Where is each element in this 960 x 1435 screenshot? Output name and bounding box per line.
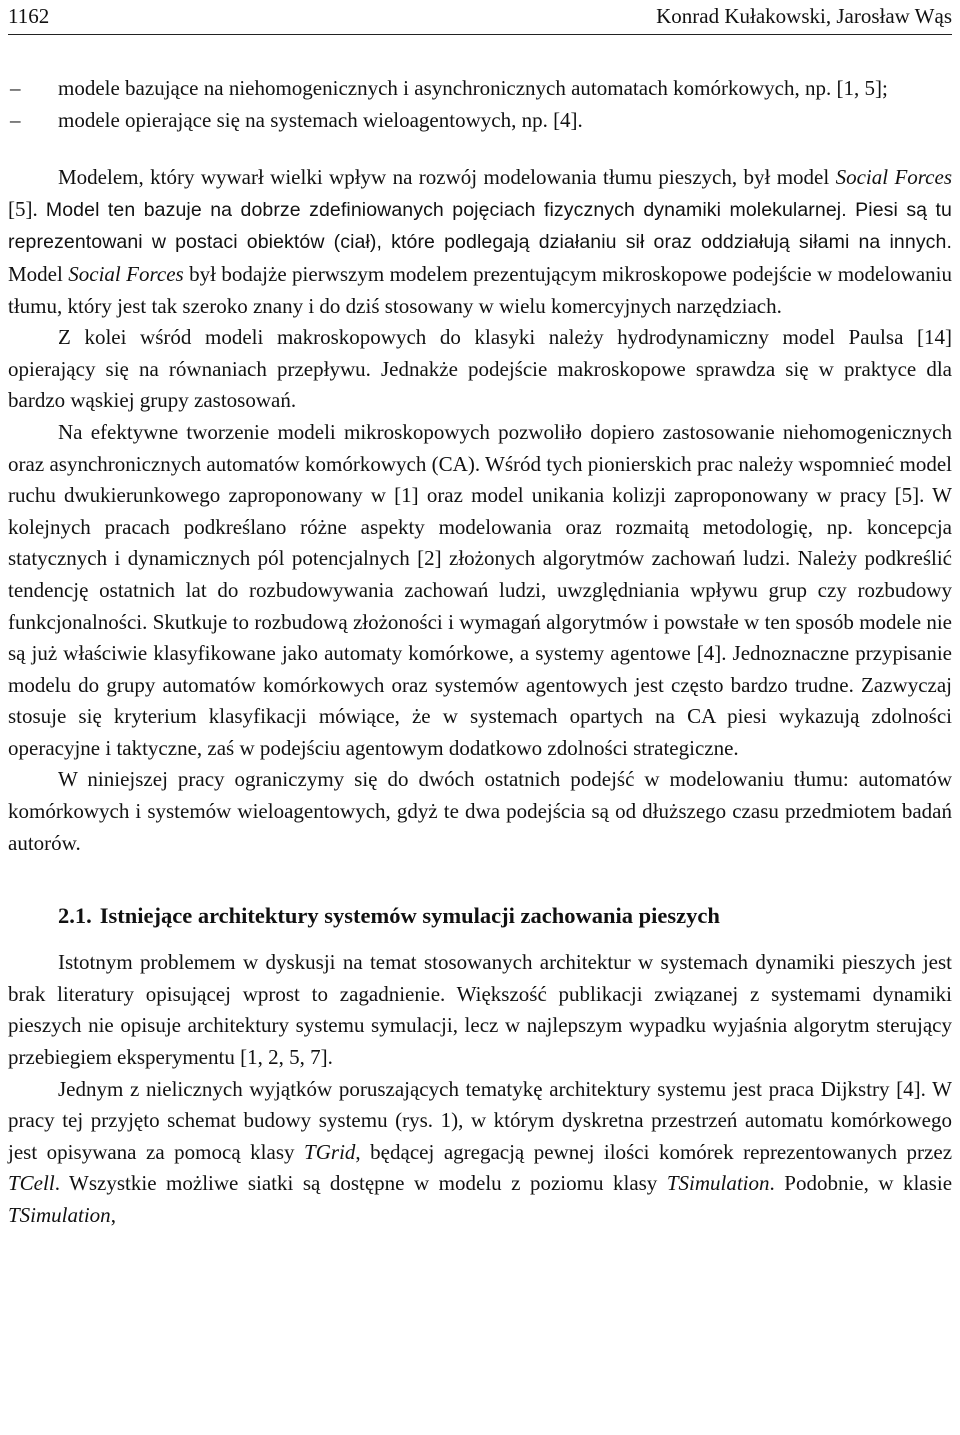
- list-item: [8, 73, 952, 105]
- italic-term: TGrid: [304, 1139, 356, 1164]
- paragraph-social-forces: [8, 162, 952, 322]
- section-heading: [8, 901, 952, 931]
- text-run: , będącej agregacją pewnej ilości komórek reprezentowanych przez: [355, 1139, 953, 1164]
- text-run: Jednym z nielicznych wyjątków poruszających tematykę architektury systemu jest praca Dijkstry [4]. W pracy tej przyjęto schemat budowy systemu (rys. 1), w którym dyskretna przestrzeń automatu komórkowego jest opisywana za pomocą klasy: [8, 1076, 952, 1164]
- text-run: był bodajże pierwszym modelem prezentującym mikroskopowe podejście w modelowaniu tłumu, który jest tak szeroko znany i do dziś stosowany w wielu komercyjnych narzędziach.: [8, 261, 953, 318]
- text-run: Model: [8, 261, 69, 286]
- text-run: Modelem, który wywarł wielki wpływ na rozwój modelowania tłumu pieszych, był model: [58, 165, 836, 190]
- list-item: [8, 105, 952, 137]
- paragraph-macroscopic: Z kolei wśród modeli makroskopowych do klasyki należy hydrodynamiczny model Paulsa [14] opierający się na równaniach przepływu. Jednakże podejście makroskopowe sprawdza się w praktyce dla bardzo wąskiej grupy zastosowań.: [8, 325, 952, 413]
- italic-term: TCell: [8, 1171, 55, 1196]
- paragraph-cellular-automata: Na efektywne tworzenie modeli mikroskopowych pozwoliło dopiero zastosowanie niehomogenicznych oraz asynchronicznych automatów komórkowych (CA). Wśród tych pionierskich prac należy wspomnieć model ruchu dwukierunkowego zaproponowany w [1] oraz model unikania kolizji zaproponowany w pracy [5]. W kolejnych pracach podkreślano różne aspekty modelowania oraz rozmaitą metodologię, np. koncepcja statycznych i dynamicznych pól potencjalnych [2] złożonych algorytmów zachowań ludzi. Należy podkreślić tendencję ostatnich lat do rozbudowywania zachowań ludzi, uwzględniania wpływu grup czy rozbudowy funkcjonalności. Skutkuje to rozbudową złożoności i wymagań algorytmów i powstałe w ten sposób modele nie są już właściwie klasyfikowane jako automaty komórkowe, a systemy agentowe [4]. Jednoznaczne przypisanie modelu do grupy automatów komórkowych oraz systemów agentowych jest często bardzo trudne. Zazwyczaj stosuje się kryterium klasyfikacji mówiące, że w systemach opartych na CA piesi wykazują zdolności operacyjne i taktyczne, zaś w podejściu agentowym dodatkowo zdolności strategiczne.: [8, 419, 952, 760]
- text-run: [5].: [8, 196, 46, 221]
- model-list: [8, 73, 952, 136]
- section-number: 2.1.: [58, 903, 92, 929]
- paragraph-scope: W niniejszej pracy ograniczymy się do dwóch ostatnich podejść w modelowaniu tłumu: automatów komórkowych i systemów wieloagentowych, gdyż te dwa podejścia są od dłuższego czasu przedmiotem badań autorów.: [8, 767, 952, 855]
- running-head-authors: Konrad Kułakowski, Jarosław Wąs: [656, 4, 952, 28]
- paragraph-dijkstra: [8, 1074, 952, 1232]
- page-number: 1162: [8, 4, 50, 28]
- text-run: . Podobnie, w klasie: [769, 1171, 953, 1196]
- italic-term: Social Forces: [835, 165, 952, 190]
- text-run-sans: Model ten bazuje na dobrze zdefiniowanych pojęciach fizycznych dynamiki molekularnej. Piesi są tu reprezentowani w postaci obiektów (ciał), które podlegają działaniu sił oraz oddziałują siłami na innych.: [8, 198, 952, 254]
- list-dash: –: [10, 107, 21, 132]
- running-head: [8, 0, 952, 35]
- body-text: [8, 73, 952, 1232]
- italic-term: TSimulation: [666, 1171, 770, 1196]
- paragraph-architecture-problem: Istotnym problemem w dyskusji na temat stosowanych architektur w systemach dynamiki pieszych jest brak literatury opisującej wprost to zagadnienie. Większość publikacji związanej z systemami dynamiki pieszych nie opisuje architektury systemu symulacji, lecz w najlepszym wypadku wyjaśnia algorytm sterujący przebiegiem eksperymentu [1, 2, 5, 7].: [8, 950, 952, 1070]
- section-title: Istniejące architektury systemów symulacji zachowania pieszych: [99, 903, 720, 929]
- list-item-text: modele bazujące na niehomogenicznych i asynchronicznych automatach komórkowych, np. [1, 5];: [58, 76, 888, 100]
- italic-term: Social Forces: [68, 261, 184, 286]
- list-item-text: modele opierające się na systemach wieloagentowych, np. [4].: [58, 107, 583, 132]
- italic-term: TSimulation: [8, 1203, 111, 1227]
- text-run: ,: [110, 1203, 116, 1227]
- text-run: . Wszystkie możliwe siatki są dostępne w modelu z poziomu klasy: [54, 1171, 667, 1196]
- list-dash: –: [10, 76, 21, 100]
